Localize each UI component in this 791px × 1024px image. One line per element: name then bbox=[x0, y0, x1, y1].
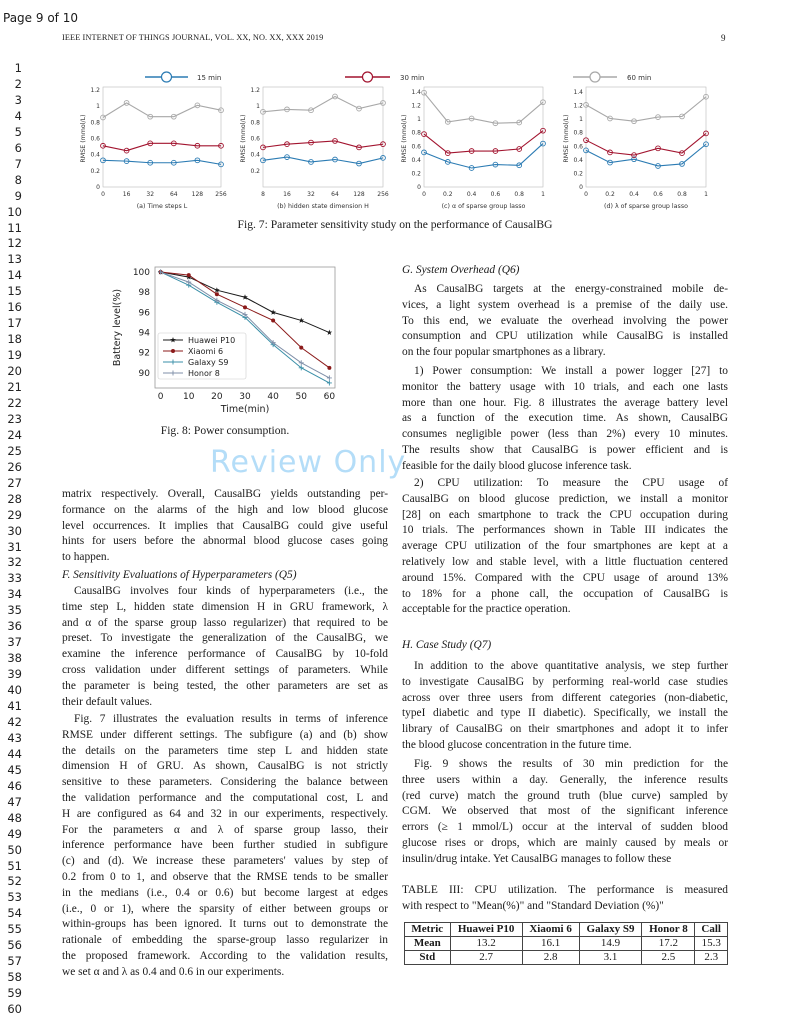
y-axis-label: RMSE (mmol/L) bbox=[563, 114, 570, 163]
y-tick-label: 1.2 bbox=[573, 102, 583, 110]
x-axis-label: Time(min) bbox=[220, 404, 270, 415]
table-header-row bbox=[405, 923, 728, 937]
figure-8-power-consumption bbox=[0, 0, 395, 422]
line-number: 51 bbox=[7, 858, 22, 873]
text-line: sensitive to these parameters. Considering the balance between bbox=[62, 776, 388, 789]
line-number: 55 bbox=[7, 922, 22, 937]
y-tick-label: 98 bbox=[138, 288, 150, 299]
x-tick-label: 0.4 bbox=[629, 191, 639, 198]
y-tick-label: 0.8 bbox=[250, 119, 260, 127]
y-tick-label: 0.2 bbox=[573, 170, 583, 178]
text-line: consumption and CPU utilization while CausalBG is installed bbox=[402, 330, 728, 343]
text-line: across over three users from different categories (non-diabetic, bbox=[402, 691, 728, 704]
y-tick-label: 0.2 bbox=[250, 167, 260, 175]
text-line: H are configured as 64 and 32 in our experiments, respectively. bbox=[62, 807, 388, 820]
line-number: 7 bbox=[14, 156, 22, 171]
table-cell: 2.3 bbox=[695, 951, 728, 965]
line-number: 6 bbox=[14, 140, 22, 155]
x-tick-label: 32 bbox=[307, 191, 315, 198]
table-cell: 3.1 bbox=[579, 951, 642, 965]
y-tick-label: 0.8 bbox=[411, 129, 421, 137]
plot-frame bbox=[586, 87, 706, 187]
data-point bbox=[327, 330, 333, 335]
y-tick-label: 1.4 bbox=[411, 89, 421, 96]
line-number: 39 bbox=[7, 667, 22, 682]
line-number: 52 bbox=[7, 874, 22, 889]
text-line: In addition to the above quantitative analysis, we step further bbox=[414, 660, 728, 672]
x-tick-label: 0.6 bbox=[490, 191, 501, 198]
x-tick-label: 256 bbox=[215, 191, 227, 198]
x-tick-label: 128 bbox=[353, 191, 365, 198]
data-point bbox=[327, 375, 332, 380]
line-number: 13 bbox=[7, 252, 22, 267]
y-tick-label: 96 bbox=[138, 308, 150, 319]
line-number: 57 bbox=[7, 954, 22, 969]
text-line: the validation performance and the computational cost, L and bbox=[62, 791, 388, 804]
table-3-cpu-utilization bbox=[404, 922, 728, 965]
line-number: 3 bbox=[14, 92, 22, 107]
legend-label: 15 min bbox=[197, 74, 222, 82]
table-cell: 17.2 bbox=[642, 937, 695, 951]
data-point bbox=[298, 317, 304, 322]
text-line: and α of the sparse group lasso regularizer) that required to be bbox=[62, 616, 388, 629]
x-tick-label: 64 bbox=[331, 191, 339, 198]
y-tick-label: 0.8 bbox=[573, 129, 583, 137]
paragraph bbox=[402, 282, 728, 361]
line-number: 23 bbox=[7, 411, 22, 426]
line-number: 32 bbox=[7, 555, 22, 570]
x-tick-label: 20 bbox=[211, 392, 223, 402]
text-line: the parameter is being tested, the other parameters are set as bbox=[62, 679, 388, 692]
text-line: time step L, hidden state dimension H in GRU framework, λ bbox=[62, 600, 388, 613]
line-number: 40 bbox=[7, 683, 22, 698]
text-line: vices, a light system overhead is a premise of the daily use. bbox=[402, 298, 728, 311]
data-point bbox=[327, 380, 332, 385]
line-number: 24 bbox=[7, 427, 22, 442]
line-number: 47 bbox=[7, 794, 22, 809]
text-line: their default values. bbox=[62, 695, 153, 708]
x-tick-label: 0.8 bbox=[677, 191, 687, 198]
x-tick-label: 0.8 bbox=[514, 191, 524, 198]
text-line: insulin/drug intake. Yet CausalBG manages to follow these bbox=[402, 852, 672, 865]
text-line: the proposed framework. According to the validation results, bbox=[62, 949, 388, 962]
column-header: Xiaomi 6 bbox=[522, 923, 579, 937]
x-tick-label: 0 bbox=[422, 191, 426, 198]
line-number: 31 bbox=[7, 539, 22, 554]
y-tick-label: 0.4 bbox=[573, 156, 583, 164]
legend-label: Honor 8 bbox=[188, 369, 220, 378]
table-row bbox=[405, 951, 728, 965]
series-line-30-min bbox=[586, 133, 706, 155]
legend-label: 30 min bbox=[400, 74, 425, 82]
line-number: 35 bbox=[7, 603, 22, 618]
data-point bbox=[243, 305, 247, 309]
line-number: 30 bbox=[7, 523, 22, 538]
line-number: 28 bbox=[7, 491, 22, 506]
pdf-page-indicator: Page 9 of 10 bbox=[3, 11, 78, 25]
table-cell: 2.7 bbox=[450, 951, 522, 965]
text-line: the details on the parameters time step L and hidden state bbox=[62, 744, 388, 757]
x-tick-label: 0.2 bbox=[443, 191, 453, 198]
x-tick-label: 1 bbox=[704, 191, 708, 198]
x-tick-label: 128 bbox=[191, 191, 204, 198]
line-number: 50 bbox=[7, 842, 22, 857]
line-number: 48 bbox=[7, 810, 22, 825]
data-point bbox=[327, 366, 331, 370]
y-tick-label: 0 bbox=[417, 184, 421, 191]
text-line: inference performance have been further studied in subfigure bbox=[62, 839, 388, 852]
x-tick-label: 32 bbox=[146, 191, 155, 198]
x-tick-label: 0 bbox=[584, 191, 588, 198]
text-line: Fig. 9 shows the results of 30 min prediction for the bbox=[414, 758, 728, 770]
table-cell: 2.5 bbox=[642, 951, 695, 965]
line-number: 27 bbox=[7, 475, 22, 490]
line-number: 20 bbox=[7, 364, 22, 379]
x-tick-label: 40 bbox=[267, 392, 279, 402]
text-line: 1) Power consumption: We install a power logger [27] to bbox=[414, 365, 728, 377]
y-tick-label: 0.2 bbox=[411, 170, 421, 178]
data-point bbox=[299, 346, 303, 350]
y-axis-label: Battery level(%) bbox=[112, 288, 123, 367]
x-tick-label: 0.6 bbox=[653, 191, 663, 198]
x-axis-label: (d) λ of sparse group lasso bbox=[604, 203, 688, 210]
text-line: RMSE under different settings. The subfigure (a) and (b) show bbox=[62, 728, 388, 741]
x-tick-label: 10 bbox=[183, 392, 195, 402]
x-tick-label: 50 bbox=[295, 392, 307, 402]
journal-header: IEEE INTERNET OF THINGS JOURNAL, VOL. XX, NO. XX, XXX 2019 bbox=[62, 33, 324, 42]
y-tick-label: 1.2 bbox=[90, 87, 100, 94]
text-line: As CausalBG targets at the energy-constrained mobile de- bbox=[414, 283, 728, 295]
data-point bbox=[215, 292, 219, 296]
text-line: 10 trials. The performances shown in Table III indicates the bbox=[402, 524, 728, 537]
series-line-60-min bbox=[586, 97, 706, 121]
text-line: to investigate CausalBG by performing real-world case studies bbox=[402, 675, 728, 688]
data-point bbox=[171, 349, 175, 353]
line-number: 44 bbox=[7, 746, 22, 761]
paragraph bbox=[402, 364, 728, 475]
page-number: 9 bbox=[721, 33, 726, 43]
chart-legend bbox=[158, 333, 246, 379]
text-line: (i.e., 0 or 1), where the sparsity of either between groups or bbox=[62, 902, 388, 915]
column-header: Call bbox=[695, 923, 728, 937]
table-cell: 13.2 bbox=[450, 937, 522, 951]
line-number: 1 bbox=[14, 61, 22, 75]
line-number: 36 bbox=[7, 619, 22, 634]
line-number: 56 bbox=[7, 938, 22, 953]
text-line: glucose rises or drops, which are mainly caused by meals or bbox=[402, 836, 728, 849]
legend-label: Huawei P10 bbox=[188, 336, 236, 345]
line-number: 29 bbox=[7, 507, 22, 522]
line-number: 15 bbox=[7, 284, 22, 299]
text-line: more than one hour. Fig. 8 illustrates the average battery level bbox=[402, 396, 728, 409]
text-line: three users within a day. Generally, the inference results bbox=[402, 773, 728, 786]
y-tick-label: 0.6 bbox=[573, 143, 583, 151]
column-header: Galaxy S9 bbox=[579, 923, 642, 937]
y-tick-label: 90 bbox=[138, 368, 150, 379]
y-tick-label: 1 bbox=[579, 116, 583, 124]
text-line: cross validation under different settings of parameters. While bbox=[62, 663, 388, 676]
legend-label: 60 min bbox=[627, 74, 652, 82]
paragraph bbox=[402, 757, 728, 868]
line-number: 12 bbox=[7, 236, 22, 251]
table-cell: 2.8 bbox=[522, 951, 579, 965]
y-axis-label: RMSE (mmol/L) bbox=[80, 114, 87, 163]
data-point bbox=[271, 318, 275, 322]
y-tick-label: 1 bbox=[417, 116, 421, 124]
x-tick-label: 16 bbox=[122, 191, 131, 198]
section-heading: F. Sensitivity Evaluations of Hyperparameters (Q5) bbox=[62, 569, 297, 581]
section-heading: H. Case Study (Q7) bbox=[402, 639, 492, 651]
text-line: For the parameters α and λ of sparse group lasso, their bbox=[62, 823, 388, 836]
text-line: level occurrences. It implies that CausalBG could give useful bbox=[62, 519, 388, 532]
column-header: Honor 8 bbox=[642, 923, 695, 937]
series-line-30-min bbox=[424, 131, 543, 153]
line-number: 19 bbox=[7, 348, 22, 363]
text-line: rationale of embedding the sparse-group lasso regularizer in bbox=[62, 934, 388, 947]
text-line: we set α and λ as 0.4 and 0.6 in our experiments. bbox=[62, 965, 285, 978]
text-line: CGM. We observed that most of the significant inference bbox=[402, 805, 728, 818]
x-tick-label: 8 bbox=[261, 191, 265, 198]
line-number: 46 bbox=[7, 778, 22, 793]
text-line: Fig. 7 illustrates the evaluation results in terms of inference bbox=[74, 713, 388, 725]
data-point bbox=[158, 270, 163, 275]
line-number: 37 bbox=[7, 635, 22, 650]
text-line: preset. To investigate the generalization of the CausalBG, we bbox=[62, 632, 388, 645]
text-line: to 18% for a phone call, the occupation of CausalBG is bbox=[402, 587, 728, 600]
y-tick-label: 1 bbox=[256, 103, 260, 111]
line-number: 22 bbox=[7, 395, 22, 410]
y-tick-label: 1.2 bbox=[250, 87, 260, 94]
text-line: examine the inference performance of CausalBG by 10-fold bbox=[62, 648, 388, 661]
y-tick-label: 0.8 bbox=[90, 119, 100, 127]
line-number: 38 bbox=[7, 651, 22, 666]
y-tick-label: 0.2 bbox=[90, 167, 100, 175]
line-number: 34 bbox=[7, 587, 22, 602]
table-cell: Std bbox=[405, 951, 451, 965]
text-line: (red curve) match the ground truth (blue curve) sampled by bbox=[402, 789, 728, 802]
line-number: 10 bbox=[7, 204, 22, 219]
y-tick-label: 0.6 bbox=[90, 135, 100, 143]
table-cell: 15.3 bbox=[695, 937, 728, 951]
y-axis-label: RMSE (mmol/L) bbox=[401, 114, 408, 163]
text-line: (c) and (d). We increase these parameters' values by step of bbox=[62, 855, 388, 868]
text-line: CausalBG on blood glucose prediction, we install a monitor bbox=[402, 492, 728, 505]
text-line: on the four popular smartphones as a library. bbox=[402, 346, 606, 359]
x-axis-label: (b) hidden state dimension H bbox=[277, 203, 369, 210]
text-line: consumes negligible power (less than 2%) every 10 minutes. bbox=[402, 428, 728, 441]
x-tick-label: 60 bbox=[323, 392, 336, 402]
line-number: 26 bbox=[7, 459, 22, 474]
text-line: 2) CPU utilization: To measure the CPU usage of bbox=[414, 477, 728, 489]
text-line: dimension H of GRU. As shown, CausalBG is not strictly bbox=[62, 760, 388, 773]
text-line: 0.2 from 0 to 1, and observe that the RMSE tends to be smaller bbox=[62, 870, 388, 883]
data-point bbox=[270, 309, 276, 314]
text-line: to happen. bbox=[62, 551, 110, 564]
x-axis-label: (a) Time steps L bbox=[136, 203, 188, 210]
text-line: monitor the battery usage with 10 trials, and each one lasts bbox=[402, 380, 728, 393]
subplot-c bbox=[401, 87, 545, 210]
table-row bbox=[405, 937, 728, 951]
x-axis-label: (c) α of sparse group lasso bbox=[441, 203, 526, 210]
column-header: Huawei P10 bbox=[450, 923, 522, 937]
text-line: the blood glucose concentration in the future time. bbox=[402, 738, 632, 751]
line-number: 14 bbox=[7, 268, 22, 283]
y-tick-label: 0 bbox=[579, 184, 583, 191]
table-cell: 16.1 bbox=[522, 937, 579, 951]
paragraph bbox=[402, 659, 728, 754]
text-line: with respect to "Mean(%)" and "Standard Deviation (%)" bbox=[402, 899, 664, 912]
paragraph bbox=[62, 712, 388, 981]
line-number: 11 bbox=[7, 220, 22, 235]
y-tick-label: 0 bbox=[96, 184, 100, 191]
review-only-watermark: Review Only bbox=[210, 445, 407, 480]
y-tick-label: 1.2 bbox=[411, 102, 421, 110]
legend-marker bbox=[590, 72, 600, 82]
x-tick-label: 0 bbox=[157, 392, 164, 402]
y-tick-label: 1 bbox=[96, 103, 100, 111]
line-number: 16 bbox=[7, 300, 22, 315]
line-number: 33 bbox=[7, 571, 22, 586]
table-cell: 14.9 bbox=[579, 937, 642, 951]
line-number: 59 bbox=[7, 986, 22, 1001]
text-line: errors (≥ 1 mmol/L) occur at the interval of sudden blood bbox=[402, 821, 728, 834]
text-line: CausalBG involves four kinds of hyperparameters (i.e., the bbox=[74, 585, 388, 597]
line-number: 2 bbox=[14, 76, 22, 91]
legend-label: Xiaomi 6 bbox=[188, 347, 224, 356]
y-tick-label: 0.6 bbox=[250, 135, 260, 143]
text-line: as a function of the execution time. As shown, CausalBG bbox=[402, 412, 728, 425]
x-tick-label: 256 bbox=[377, 191, 389, 198]
line-number: 17 bbox=[7, 316, 22, 331]
y-tick-label: 0.4 bbox=[90, 151, 100, 159]
line-number: 5 bbox=[14, 124, 22, 139]
data-point bbox=[187, 273, 191, 277]
text-line: [28] on each smartphone to track the CPU occupation during bbox=[402, 508, 728, 521]
x-tick-label: 1 bbox=[541, 191, 545, 198]
paragraph bbox=[62, 487, 388, 566]
y-tick-label: 1.4 bbox=[573, 89, 583, 96]
legend-label: Galaxy S9 bbox=[188, 358, 229, 367]
x-tick-label: 64 bbox=[169, 191, 178, 198]
line-number: 4 bbox=[14, 108, 22, 123]
y-tick-label: 0.4 bbox=[411, 156, 421, 164]
x-tick-label: 0.2 bbox=[605, 191, 615, 198]
plot-frame bbox=[424, 87, 543, 187]
y-tick-label: 92 bbox=[138, 348, 150, 359]
y-axis-label: RMSE (mmol/L) bbox=[240, 114, 247, 163]
line-number: 41 bbox=[7, 699, 22, 713]
paragraph bbox=[62, 584, 388, 710]
text-line: feasible for the daily blood glucose inference task. bbox=[402, 459, 632, 472]
y-tick-label: 100 bbox=[132, 268, 150, 279]
figure-8-caption: Fig. 8: Power consumption. bbox=[160, 424, 290, 437]
x-tick-label: 0 bbox=[101, 191, 105, 198]
line-number: 54 bbox=[7, 906, 22, 921]
text-line: average CPU utilization of the four smartphones are kept at a bbox=[402, 540, 728, 553]
line-number: 25 bbox=[7, 443, 22, 458]
text-line: typeI diabetic and type II diabetic). Specifically, we install the bbox=[402, 707, 728, 720]
data-point bbox=[214, 287, 220, 292]
text-line: The results show that CausalBG is power efficient and is bbox=[402, 443, 728, 456]
text-line: in the medians (i.e., 0.4 or 0.6) but become largest at edges bbox=[62, 886, 388, 899]
figure-7-caption: Fig. 7: Parameter sensitivity study on the performance of CausalBG bbox=[237, 218, 553, 231]
y-tick-label: 0.4 bbox=[250, 151, 260, 159]
series-line-15-min bbox=[424, 144, 543, 168]
line-number: 8 bbox=[14, 172, 22, 187]
line-number: 9 bbox=[14, 188, 22, 203]
subplot-d bbox=[563, 87, 708, 210]
table-cell: Mean bbox=[405, 937, 451, 951]
line-number: 49 bbox=[7, 826, 22, 841]
text-line: To this end, we evaluate the overhead involving the power bbox=[402, 314, 728, 327]
text-line: library of CausalBG on their smartphones and adopt it to infer bbox=[402, 723, 728, 736]
y-tick-label: 94 bbox=[138, 328, 150, 339]
text-line: formance on the alarms of the high and low blood glucose bbox=[62, 503, 388, 516]
paragraph bbox=[402, 476, 728, 618]
x-tick-label: 16 bbox=[283, 191, 291, 198]
line-number: 60 bbox=[7, 1002, 22, 1017]
text-line: matrix respectively. Overall, CausalBG yields outstanding per- bbox=[62, 488, 388, 500]
line-number: 42 bbox=[7, 714, 22, 729]
series-line-60-min bbox=[424, 93, 543, 124]
text-line: hints for users before the abnormal blood glucose cases going bbox=[62, 535, 388, 548]
paragraph bbox=[402, 883, 728, 915]
line-number: 53 bbox=[7, 890, 22, 905]
line-number: 21 bbox=[7, 380, 22, 394]
y-tick-label: 0.6 bbox=[411, 143, 421, 151]
section-heading: G. System Overhead (Q6) bbox=[402, 264, 520, 276]
line-number: 45 bbox=[7, 762, 22, 777]
x-tick-label: 30 bbox=[239, 392, 251, 402]
column-header: Metric bbox=[405, 923, 451, 937]
line-number: 58 bbox=[7, 970, 22, 985]
text-line: within-groups has been ignored. It turns out to demonstrate the bbox=[62, 918, 388, 931]
text-line: TABLE III: CPU utilization. The performance is measured bbox=[402, 884, 728, 896]
line-number: 18 bbox=[7, 332, 22, 347]
text-line: relatively low and stable level, with a little fluctuation centered bbox=[402, 555, 728, 568]
x-tick-label: 0.4 bbox=[466, 191, 477, 198]
line-number: 43 bbox=[7, 730, 22, 745]
text-line: around 15%. Compared with the CPU usage of around 13% bbox=[402, 571, 728, 584]
text-line: acceptable for the practice operation. bbox=[402, 603, 571, 616]
